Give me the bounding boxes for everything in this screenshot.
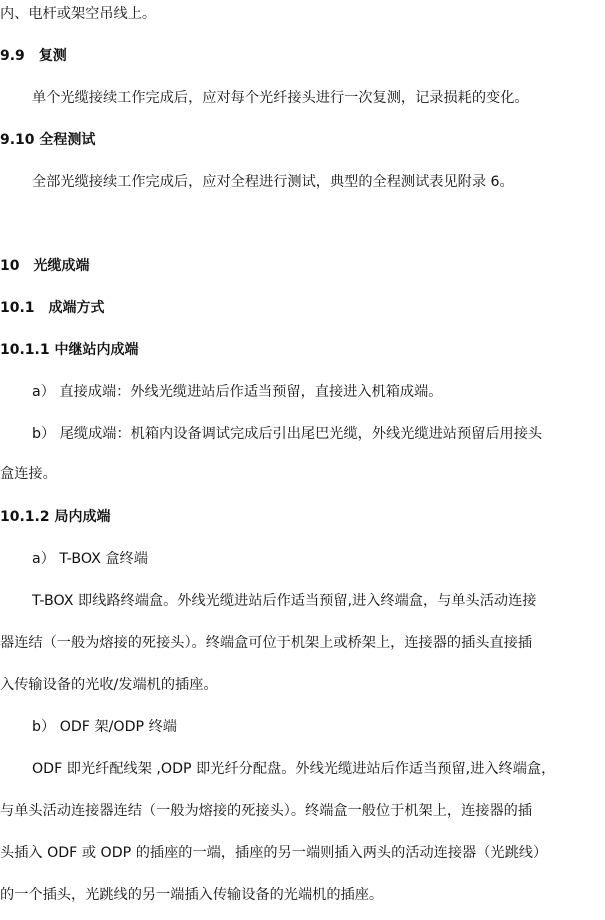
- section-heading-10-1-1: 10.1.1 中继站内成端: [0, 342, 139, 358]
- paragraph-line: 盒连接。: [0, 466, 57, 482]
- paragraph-line: 入传输设备的光收/发端机的插座。: [0, 677, 218, 693]
- section-title: 光缆成端: [33, 258, 90, 274]
- paragraph-line: 器连结（一般为熔接的死接头）。终端盒可位于机架上或桥架上，连接器的插头直接插: [0, 635, 533, 651]
- section-heading-10-1-2: 10.1.2 局内成端: [0, 509, 111, 525]
- text-line: 内、电杆或架空吊线上。: [0, 6, 157, 22]
- paragraph-line: 全部光缆接续工作完成后，应对全程进行测试，典型的全程测试表见附录 6。: [32, 174, 514, 190]
- list-item-a: a） 直接成端：外线光缆进站后作适当预留，直接进入机箱成端。: [32, 384, 443, 400]
- paragraph-line: 的一个插头，光跳线的另一端插入传输设备的光端机的插座。: [0, 887, 384, 903]
- section-number: 10: [0, 258, 20, 274]
- section-number: 10.1: [0, 300, 35, 316]
- paragraph-line: 与单头活动连接器连结（一般为熔接的死接头）。终端盒一般位于机架上，连接器的插: [0, 803, 533, 819]
- section-heading-9-10: 9.10 全程测试: [0, 132, 96, 148]
- list-item-b: b） ODF 架/ODP 终端: [32, 719, 177, 735]
- section-heading-10-1: [0, 299, 105, 317]
- section-heading-9-9: [0, 47, 67, 65]
- paragraph-line: 单个光缆接续工作完成后，应对每个光纤接头进行一次复测，记录损耗的变化。: [32, 90, 529, 106]
- paragraph-line: T-BOX 即线路终端盒。外线光缆进站后作适当预留,进入终端盒，与单头活动连接: [32, 593, 537, 609]
- list-item-a: a） T-BOX 盒终端: [32, 551, 148, 567]
- paragraph-line: ODF 即光纤配线架 ,ODP 即光纤分配盘。外线光缆进站后作适当预留,进入终端盒，: [32, 761, 556, 777]
- list-item-b: b） 尾缆成端：机箱内设备调试完成后引出尾巴光缆，外线光缆进站预留后用接头: [32, 426, 543, 442]
- section-number: 9.9: [0, 48, 25, 64]
- section-title: 复测: [38, 48, 67, 64]
- section-heading-10: [0, 257, 89, 275]
- paragraph-line: 头插入 ODF 或 ODP 的插座的一端，插座的另一端则插入两头的活动连接器（光跳线）: [0, 845, 548, 861]
- section-title: 成端方式: [48, 300, 105, 316]
